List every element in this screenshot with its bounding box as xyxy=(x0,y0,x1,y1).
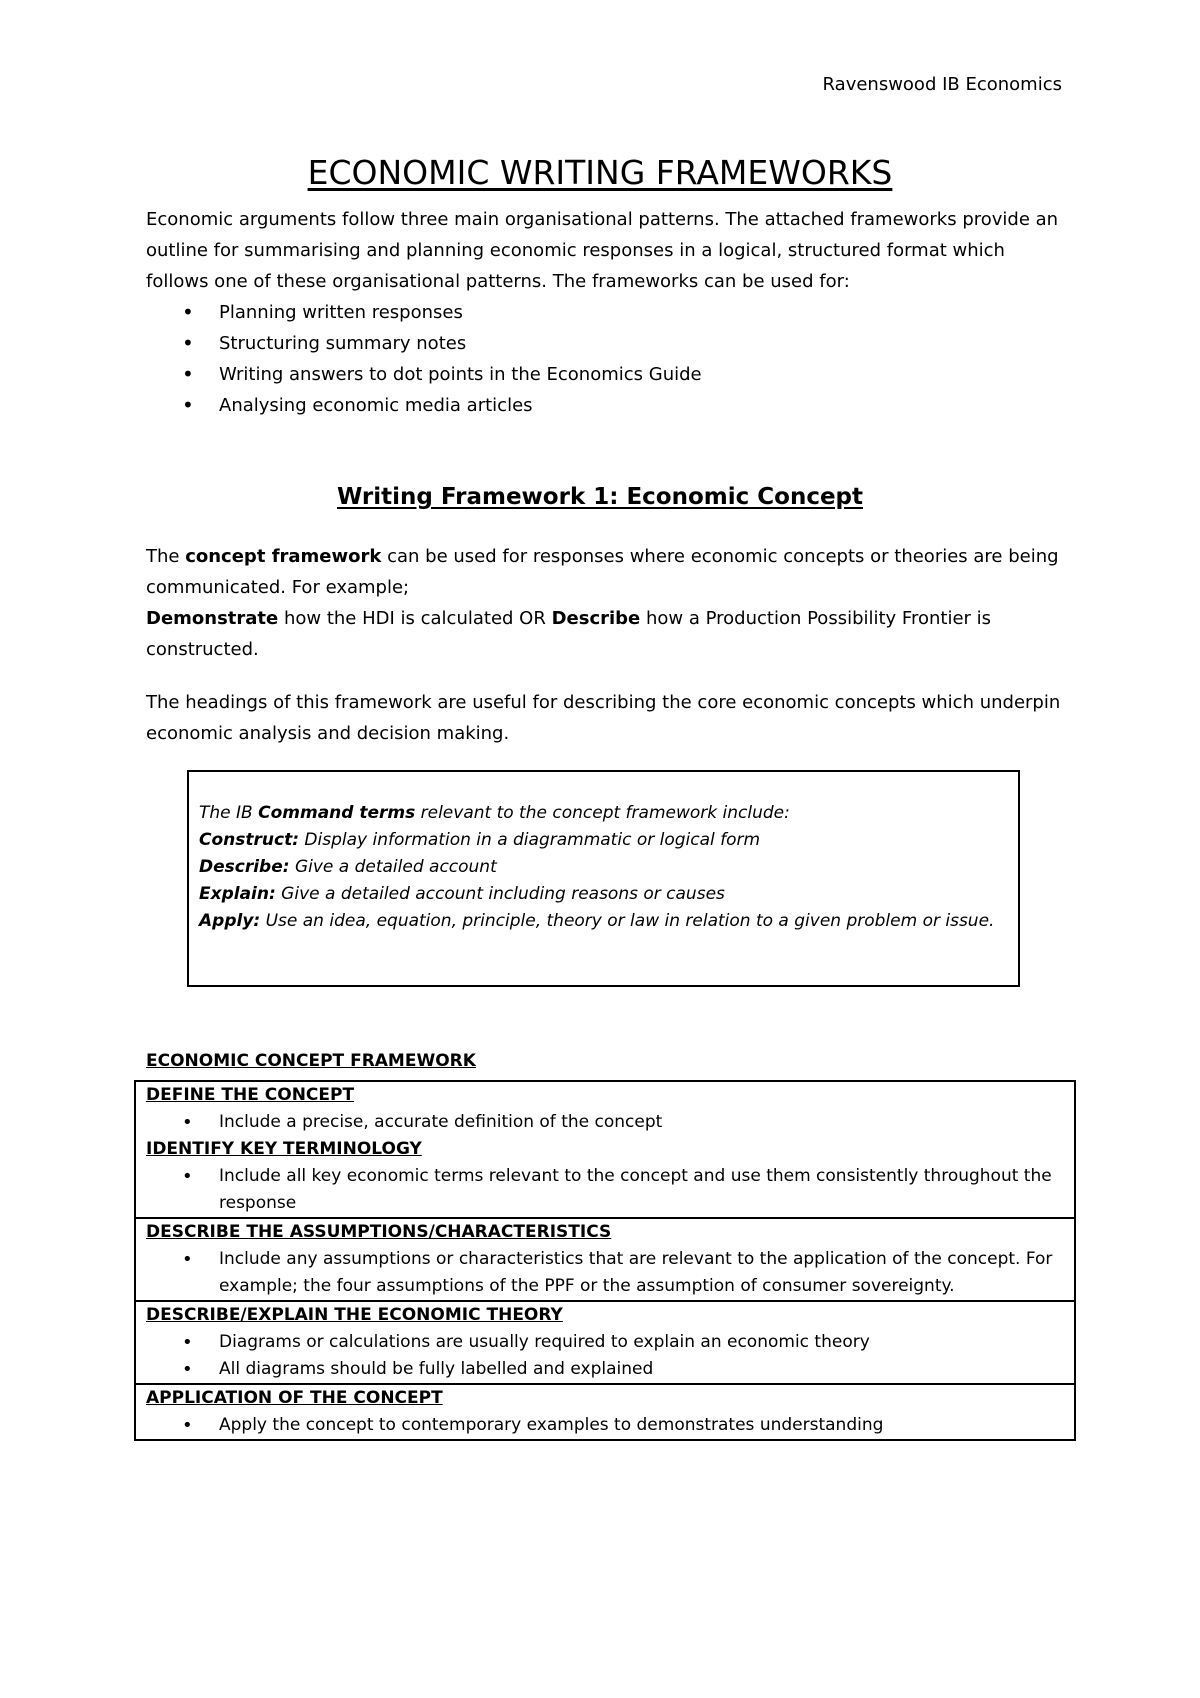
command-term: Explain: xyxy=(199,884,276,904)
command-term-row xyxy=(199,827,1008,854)
list-item: • All diagrams should be fully labelled and explained xyxy=(146,1356,1064,1383)
section-heading: DESCRIBE/EXPLAIN THE ECONOMIC THEORY xyxy=(146,1305,563,1325)
list-item: • Structuring summary notes xyxy=(146,328,1066,359)
list-item: • Diagrams or calculations are usually required to explain an economic theory xyxy=(146,1329,1064,1356)
table-row xyxy=(136,1385,1074,1439)
intro-paragraph: Economic arguments follow three main organisational patterns. The attached frameworks provide an outline for summarising and planning economic responses in a logical, structured format which follows one of these organisational patterns. The frameworks can be used for: xyxy=(146,209,1059,292)
command-definition: Use an idea, equation, principle, theory or law in relation to a given problem or issue. xyxy=(260,911,995,931)
bold-term: Command terms xyxy=(258,803,416,823)
section-bullets xyxy=(146,1246,1064,1300)
concept-paragraph-3: The headings of this framework are useful for describing the core economic concepts which underpin economic analysis and decision making. xyxy=(146,692,1061,744)
concept-description xyxy=(146,541,1086,749)
command-definition: Display information in a diagrammatic or logical form xyxy=(299,830,761,850)
section-heading: IDENTIFY KEY TERMINOLOGY xyxy=(146,1139,422,1159)
concept-paragraph-2 xyxy=(146,603,1086,665)
intro-section xyxy=(146,204,1066,421)
command-term: Describe: xyxy=(199,857,290,877)
command-term: Construct: xyxy=(199,830,299,850)
text-run: how the HDI is calculated OR xyxy=(278,608,552,629)
text-run: relevant to the concept framework include: xyxy=(415,803,790,823)
table-row xyxy=(136,1082,1074,1219)
command-term-row xyxy=(199,854,1008,881)
section-heading: DESCRIBE THE ASSUMPTIONS/CHARACTERISTICS xyxy=(146,1222,612,1242)
text-run: The IB xyxy=(199,803,259,823)
section-heading: APPLICATION OF THE CONCEPT xyxy=(146,1388,443,1408)
list-item: • Planning written responses xyxy=(146,297,1066,328)
command-definition: Give a detailed account xyxy=(289,857,497,877)
command-term-row xyxy=(199,908,1008,935)
command-term-row xyxy=(199,881,1008,908)
section-bullets xyxy=(146,1163,1064,1217)
section-bullets xyxy=(146,1412,1064,1439)
command-definition: Give a detailed account including reasons or causes xyxy=(275,884,725,904)
section-bullets xyxy=(146,1109,1064,1136)
document-title: ECONOMIC WRITING FRAMEWORKS xyxy=(307,153,893,192)
text-run: can be used for responses where economic concepts or theories are being communicated. For example; xyxy=(146,546,1059,598)
list-item: • Include any assumptions or characteristics that are relevant to the application of the concept. For example; the four assumptions of the PPF or the assumption of consumer sovereignty. xyxy=(146,1246,1064,1300)
bold-term: concept framework xyxy=(185,546,382,567)
section-bullets xyxy=(146,1329,1064,1383)
command-terms-intro xyxy=(199,800,1008,827)
command-term: Apply: xyxy=(199,911,261,931)
page-header: Ravenswood IB Economics xyxy=(822,74,1062,95)
list-item: • Analysing economic media articles xyxy=(146,390,1066,421)
text-run: The xyxy=(146,546,186,567)
bold-term: Describe xyxy=(551,608,641,629)
framework-heading: Writing Framework 1: Economic Concept xyxy=(336,484,864,510)
list-item: • Writing answers to dot points in the Economics Guide xyxy=(146,359,1066,390)
bold-term: Demonstrate xyxy=(146,608,279,629)
framework-table-title: ECONOMIC CONCEPT FRAMEWORK xyxy=(146,1051,476,1071)
list-item: • Include a precise, accurate definition of the concept xyxy=(146,1109,1064,1136)
text-run: how a Production Possibility Frontier is constructed. xyxy=(146,608,992,660)
section-heading: DEFINE THE CONCEPT xyxy=(146,1085,355,1105)
table-row xyxy=(136,1219,1074,1302)
list-item: • Include all key economic terms relevant to the concept and use them consistently throughout the response xyxy=(146,1163,1064,1217)
concept-paragraph-1 xyxy=(146,541,1086,603)
framework-table xyxy=(134,1080,1076,1441)
table-row xyxy=(136,1302,1074,1385)
uses-list xyxy=(146,297,1066,421)
command-terms-box xyxy=(187,770,1020,987)
list-item: • Apply the concept to contemporary examples to demonstrates understanding xyxy=(146,1412,1064,1439)
